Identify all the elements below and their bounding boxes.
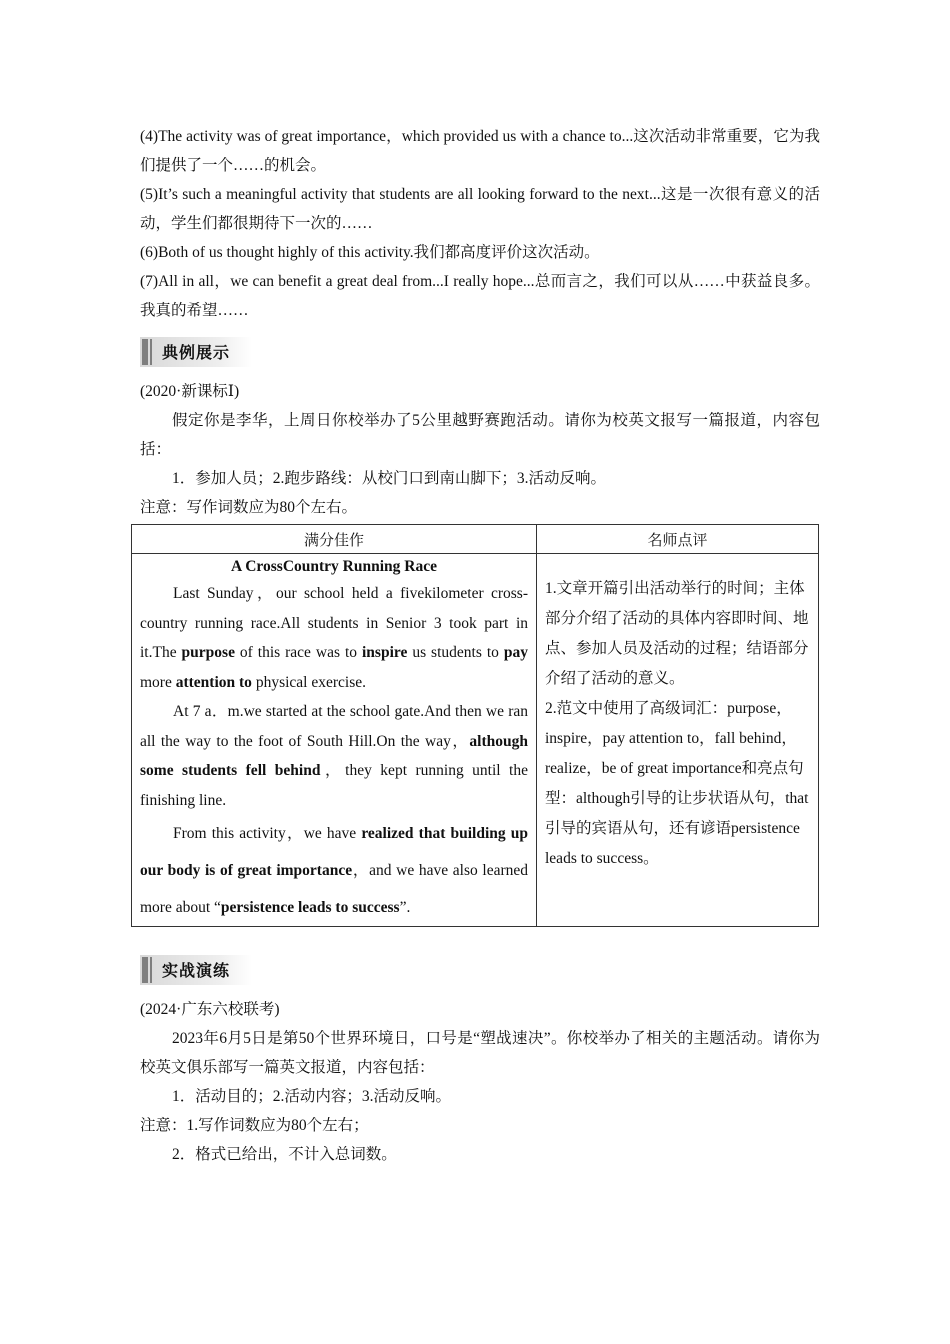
essay-paragraph-3: From this activity，we have realized that building up our body is of great importance，and we have also learned more about “persistence leads to success”. (140, 825, 528, 916)
practice-task: 2023年6月5日是第50个世界环境日，口号是“塑战速决”。你校举办了相关的主题活动。请你为校英文俱乐部写一篇英文报道，内容包括： (140, 1030, 820, 1076)
essay-paragraph-2: At 7 a．m.we started at the school gate.And then we ran all the way to the foot of South Hill.On the way，although some students fell behind，they kept running until the finishing line. (140, 703, 528, 809)
phrase-6: (6)Both of us thought highly of this activity.我们都高度评价这次活动。 (140, 244, 600, 261)
example-note: 注意：写作词数应为80个左右。 (140, 499, 358, 516)
example-section-heading (140, 335, 820, 369)
practice-points: 1．活动目的；2.活动内容；3.活动反响。 (172, 1088, 452, 1105)
heading-bar-icon (142, 957, 148, 983)
comment-1: 1.文章开篇引出活动举行的时间；主体部分介绍了活动的具体内容即时间、地点、参加人员及活动的过程；结语部分介绍了活动的意义。 (545, 580, 809, 687)
practice-section-heading (140, 953, 820, 987)
essay-paragraph-1: Last Sunday，our school held a fivekilometer cross-country running race.All students in Senior 3 took part in it.The purpose of this race was to inspire us students to pay more attention to physical exercise. (140, 585, 528, 691)
practice-note-1: 注意：1.写作词数应为80个左右； (140, 1117, 369, 1134)
heading-bar-thin-icon (150, 339, 152, 365)
phrase-5: (5)It’s such a meaningful activity that students are all looking forward to the next...这是一次很有意义的活动，学生们都很期待下一次的…… (140, 186, 820, 232)
example-points: 1．参加人员；2.跑步路线：从校门口到南山脚下；3.活动反响。 (172, 470, 607, 487)
table-header-essay: 满分佳作 (132, 525, 537, 554)
practice-heading-label: 实战演练 (162, 961, 231, 980)
example-source: (2020·新课标Ⅰ) (140, 383, 240, 400)
example-task: 假定你是李华，上周日你校举办了5公里越野赛跑活动。请你为校英文报写一篇报道，内容包括： (140, 412, 820, 458)
essay-title: A CrossCountry Running Race (231, 558, 437, 575)
essay-cell (132, 554, 537, 927)
example-heading-label: 典例展示 (162, 343, 231, 362)
document-page (140, 122, 820, 1169)
phrase-4: (4)The activity was of great importance，which provided us with a chance to...这次活动非常重要，它为我们提供了一个……的机会。 (140, 128, 820, 174)
comment-cell (537, 554, 819, 927)
practice-note-2: 2．格式已给出，不计入总词数。 (172, 1146, 397, 1163)
phrase-7: (7)All in all，we can benefit a great deal from...I really hope...总而言之，我们可以从……中获益良多。我真的希望…… (140, 273, 820, 319)
comment-2: 2.范文中使用了高级词汇：purpose，inspire，pay attention to，fall behind，realize，be of great importance和亮点句型：although引导的让步状语从句，that引导的宾语从句，还有谚语persistence leads to success。 (545, 700, 809, 867)
practice-source: (2024·广东六校联考) (140, 1001, 280, 1018)
sample-essay-table (131, 524, 819, 927)
heading-bar-thin-icon (150, 957, 152, 983)
heading-bar-icon (142, 339, 148, 365)
table-header-comment: 名师点评 (537, 525, 819, 554)
